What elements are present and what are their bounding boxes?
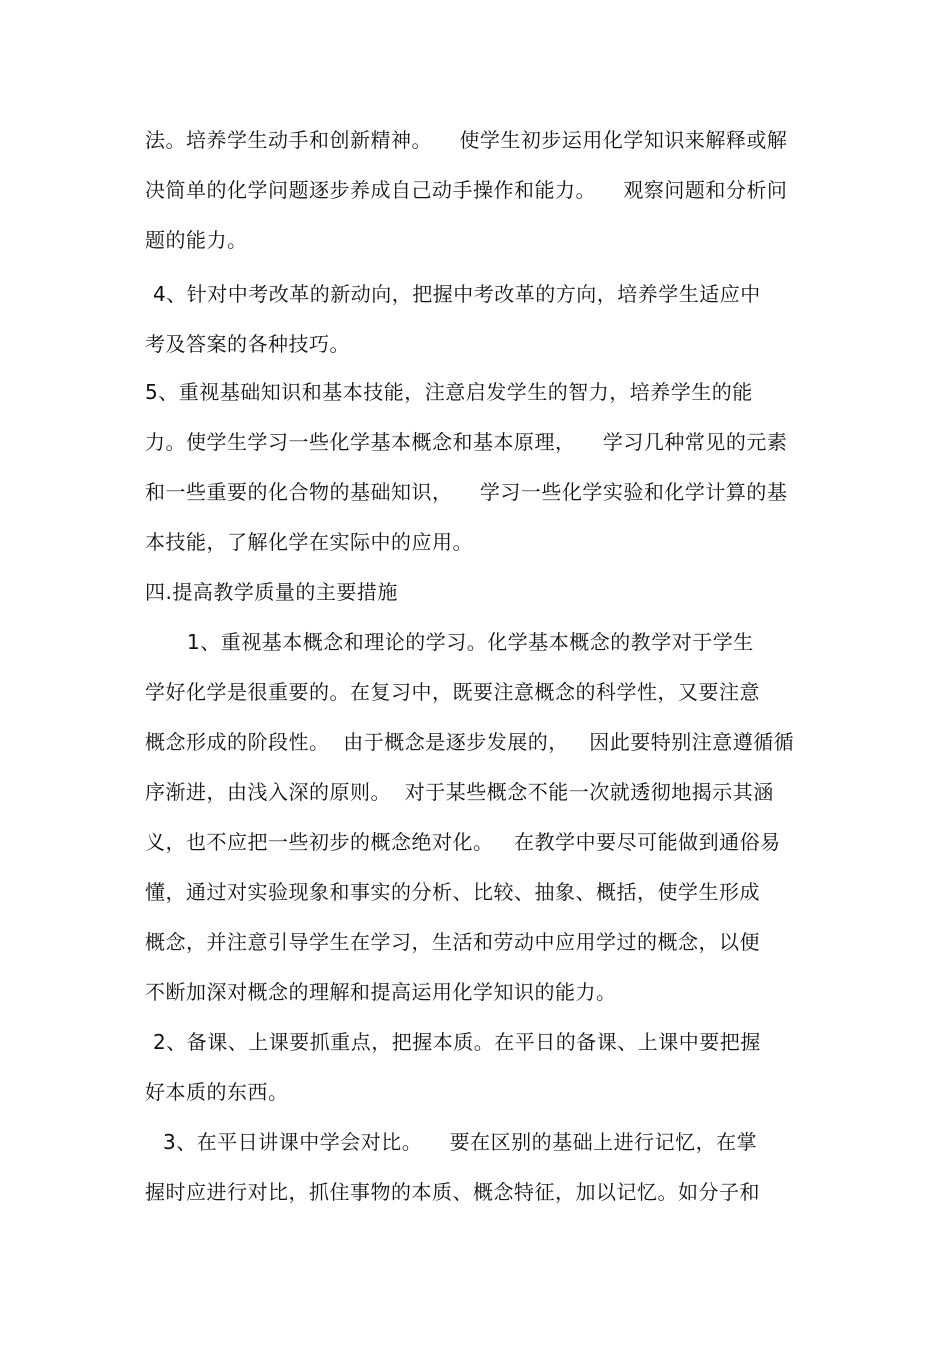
text-line: 决简单的化学问题逐步养成自己动手操作和能力。 观察问题和分析问 bbox=[145, 178, 788, 202]
text-line: 概念形成的阶段性。 由于概念是逐步发展的， 因此要特别注意遵循循 bbox=[145, 730, 795, 754]
text-line: 握时应进行对比，抓住事物的本质、概念特征，加以记忆。如分子和 bbox=[145, 1180, 760, 1204]
text-line: 4、针对中考改革的新动向，把握中考改革的方向，培养学生适应中 bbox=[153, 282, 761, 306]
text-line: 本技能，了解化学在实际中的应用。 bbox=[145, 530, 473, 554]
text-line: 义，也不应把一些初步的概念绝对化。 在教学中要尽可能做到通俗易 bbox=[145, 830, 781, 854]
text-line: 2、备课、上课要抓重点，把握本质。在平日的备课、上课中要把握 bbox=[153, 1030, 761, 1054]
section-heading: 四.提高教学质量的主要措施 bbox=[145, 580, 398, 604]
text-line: 3、在平日讲课中学会对比。 要在区别的基础上进行记忆，在掌 bbox=[163, 1130, 758, 1154]
text-line: 不断加深对概念的理解和提高运用化学知识的能力。 bbox=[145, 980, 617, 1004]
text-line: 和一些重要的化合物的基础知识， 学习一些化学实验和化学计算的基 bbox=[145, 480, 788, 504]
text-line: 学好化学是很重要的。在复习中，既要注意概念的科学性，又要注意 bbox=[145, 680, 760, 704]
text-line: 5、重视基础知识和基本技能，注意启发学生的智力，培养学生的能 bbox=[145, 380, 753, 404]
text-line: 题的能力。 bbox=[145, 228, 248, 252]
text-line: 1、重视基本概念和理论的学习。化学基本概念的教学对于学生 bbox=[187, 630, 754, 654]
text-line: 法。培养学生动手和创新精神。 使学生初步运用化学知识来解释或解 bbox=[145, 128, 788, 152]
text-line: 序渐进，由浅入深的原则。 对于某些概念不能一次就透彻地揭示其涵 bbox=[145, 780, 774, 804]
text-line: 概念，并注意引导学生在学习，生活和劳动中应用学过的概念，以便 bbox=[145, 930, 760, 954]
text-line: 好本质的东西。 bbox=[145, 1080, 289, 1104]
text-line: 力。使学生学习一些化学基本概念和基本原理， 学习几种常见的元素 bbox=[145, 430, 788, 454]
text-line: 考及答案的各种技巧。 bbox=[145, 332, 350, 356]
text-line: 懂，通过对实验现象和事实的分析、比较、抽象、概括，使学生形成 bbox=[145, 880, 760, 904]
